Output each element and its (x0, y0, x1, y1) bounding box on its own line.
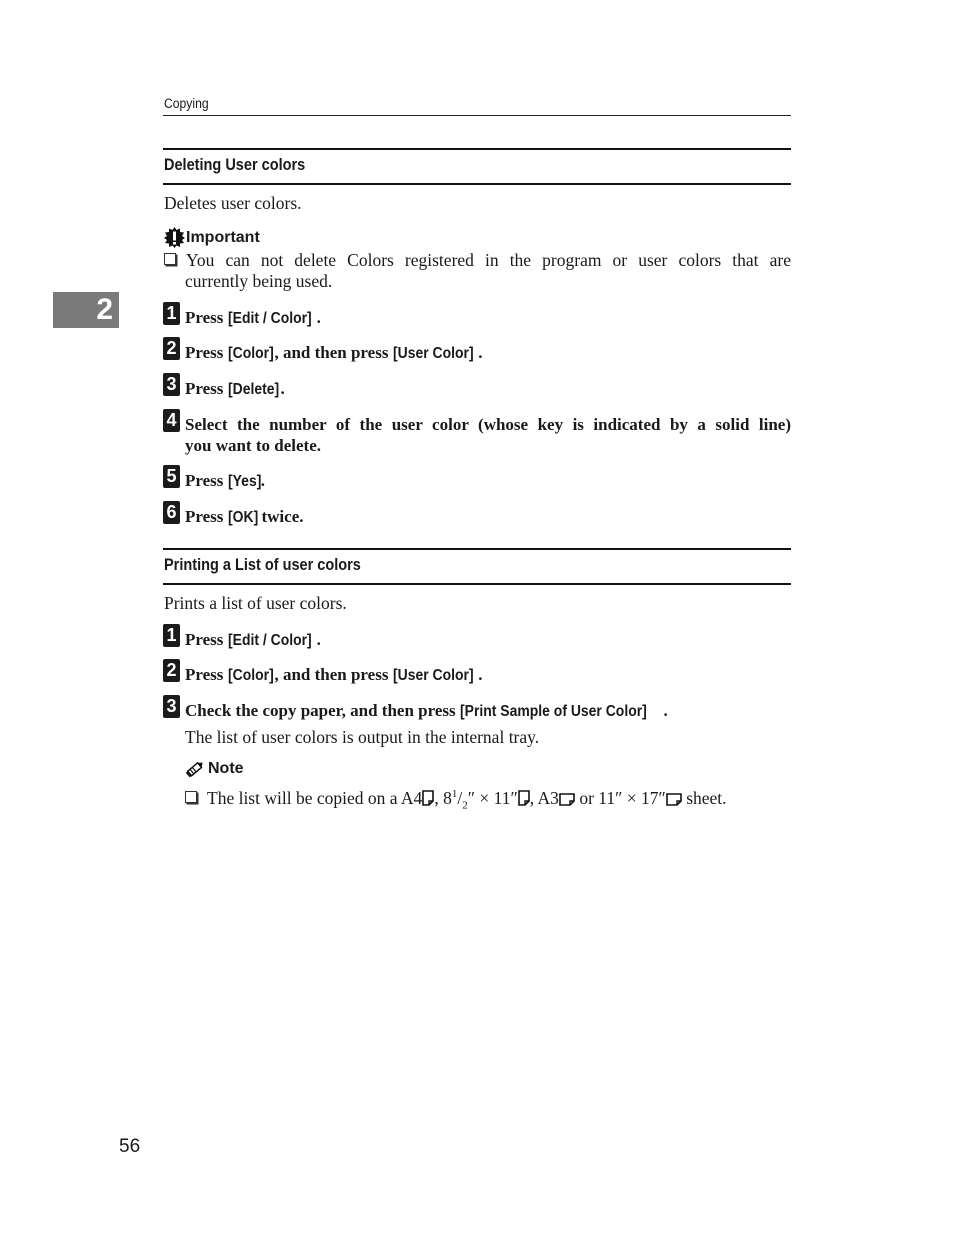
step-detail: The list of user colors is output in the internal tray. (185, 727, 540, 747)
step-text: Press [Edit / Color] . (185, 630, 321, 649)
step-number: 3 (163, 373, 180, 396)
pencil-icon (185, 760, 205, 778)
step-text: Check the copy paper, and then press [Print Sample of User Color] . (185, 701, 668, 720)
running-header: Copying (164, 96, 209, 111)
chapter-tab: 2 (53, 292, 119, 328)
section-rule-bottom (163, 583, 791, 585)
landscape-paper-icon (559, 793, 575, 806)
step-text: Press [Color], and then press [User Color] . (185, 343, 483, 362)
key-label: [User Color] (392, 345, 474, 362)
section-rule-bottom (163, 183, 791, 185)
step-text: Select the number of the user color (whose key is indicated by a solid line) you want to delete. (185, 415, 791, 455)
key-label: [Yes] (227, 473, 262, 490)
checkbox-icon (164, 253, 176, 265)
key-label: [Edit / Color] (227, 310, 312, 327)
step-text: Press [Yes]. (185, 471, 265, 490)
note-label: Note (208, 760, 244, 777)
important-label: Important (186, 228, 260, 246)
landscape-paper-icon (666, 793, 682, 806)
step-text: Press [Delete]. (185, 379, 285, 398)
important-text-line1: You can not delete Colors registered in the program or user colors that are (186, 250, 791, 270)
important-icon (164, 227, 185, 248)
section-title-print: Printing a List of user colors (164, 556, 361, 574)
key-label: [Delete] (227, 381, 279, 398)
note-heading (185, 760, 244, 778)
step-number: 5 (163, 465, 180, 488)
note-text: The list will be copied on a A4 , $8^1/_2'' \times 11''$ , A3 or 11″ × 17″ sheet. (185, 784, 727, 816)
key-label: [Color] (227, 667, 274, 684)
key-label: [Color] (227, 345, 274, 362)
checkbox-icon (185, 791, 197, 803)
step-number: 1 (163, 624, 180, 647)
header-rule (163, 115, 791, 116)
section-intro: Prints a list of user colors. (164, 593, 347, 613)
important-text (164, 250, 791, 292)
important-text-line2: currently being used. (185, 271, 333, 291)
step-number: 3 (163, 695, 180, 718)
step-text: Press [Edit / Color] . (185, 308, 321, 327)
step-text: Press [OK] twice. (185, 507, 304, 526)
step-number: 6 (163, 501, 180, 524)
page-number: 56 (119, 1136, 141, 1157)
step-number: 4 (163, 409, 180, 432)
key-label: [OK] (227, 509, 258, 526)
step-number: 2 (163, 659, 180, 682)
important-heading (164, 227, 260, 248)
section-title-delete: Deleting User colors (164, 156, 306, 174)
section-intro: Deletes user colors. (164, 193, 302, 213)
key-label: [Print Sample of User Color] (459, 703, 647, 720)
key-label: [Edit / Color] (227, 632, 312, 649)
section-rule-top (163, 148, 791, 150)
step-text: Press [Color], and then press [User Color] . (185, 665, 483, 684)
step-number: 2 (163, 337, 180, 360)
portrait-paper-icon (422, 790, 434, 806)
portrait-paper-icon (518, 790, 530, 806)
key-label: [User Color] (392, 667, 474, 684)
step-number: 1 (163, 302, 180, 325)
section-rule-top (163, 548, 791, 550)
